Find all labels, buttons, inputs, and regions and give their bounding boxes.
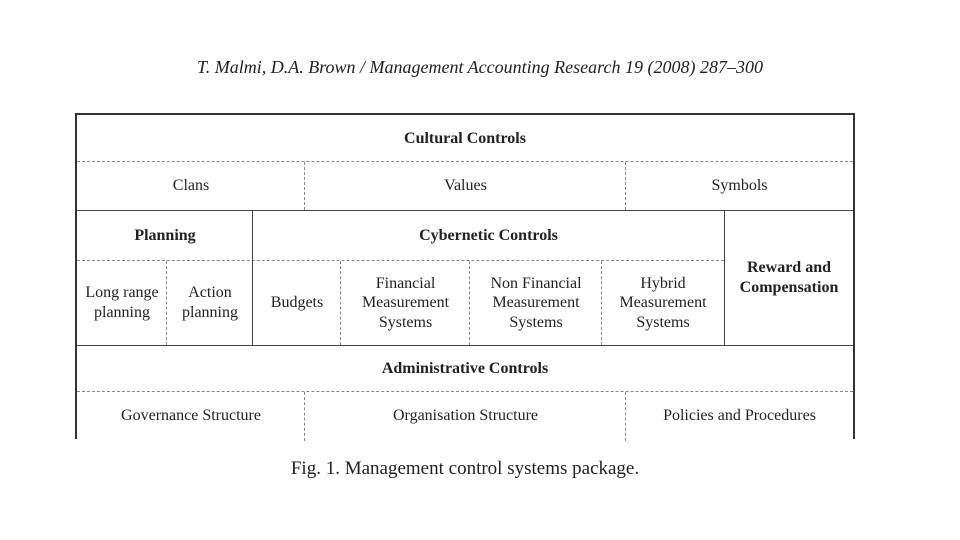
reward-compensation-cell: Reward and Compensation	[739, 259, 839, 296]
cultural-controls-title: Cultural Controls	[404, 129, 526, 147]
mcs-package-diagram	[75, 113, 855, 439]
planning-title: Planning	[134, 226, 196, 244]
values-cell: Values	[444, 177, 487, 195]
divider	[166, 261, 167, 345]
governance-structure-cell: Governance Structure	[121, 406, 261, 424]
organisation-structure-cell: Organisation Structure	[392, 406, 538, 424]
policies-procedures-cell: Policies and Procedures	[663, 406, 816, 424]
financial-measurement-cell: Financial Measurement Systems	[361, 274, 450, 331]
divider	[601, 261, 602, 345]
hybrid-measurement-cell: Hybrid Measurement Systems	[619, 274, 707, 331]
divider	[304, 392, 305, 441]
divider	[625, 392, 626, 441]
clans-cell: Clans	[172, 177, 210, 195]
budgets-cell: Budgets	[270, 294, 324, 312]
non-financial-measurement-cell: Non Financial Measurement Systems	[490, 274, 582, 331]
symbols-cell: Symbols	[711, 177, 768, 195]
divider	[469, 261, 470, 345]
divider	[625, 162, 626, 210]
divider	[340, 261, 341, 345]
cybernetic-controls-title: Cybernetic Controls	[419, 226, 558, 244]
figure-caption: Fig. 1. Management control systems package.	[290, 458, 640, 479]
divider	[304, 162, 305, 210]
administrative-controls-title: Administrative Controls	[381, 359, 549, 377]
action-planning-cell: Action planning	[182, 284, 238, 321]
long-range-planning-cell: Long range planning	[85, 284, 159, 321]
journal-citation: T. Malmi, D.A. Brown / Management Accounting Research 19 (2008) 287–300	[197, 57, 763, 77]
